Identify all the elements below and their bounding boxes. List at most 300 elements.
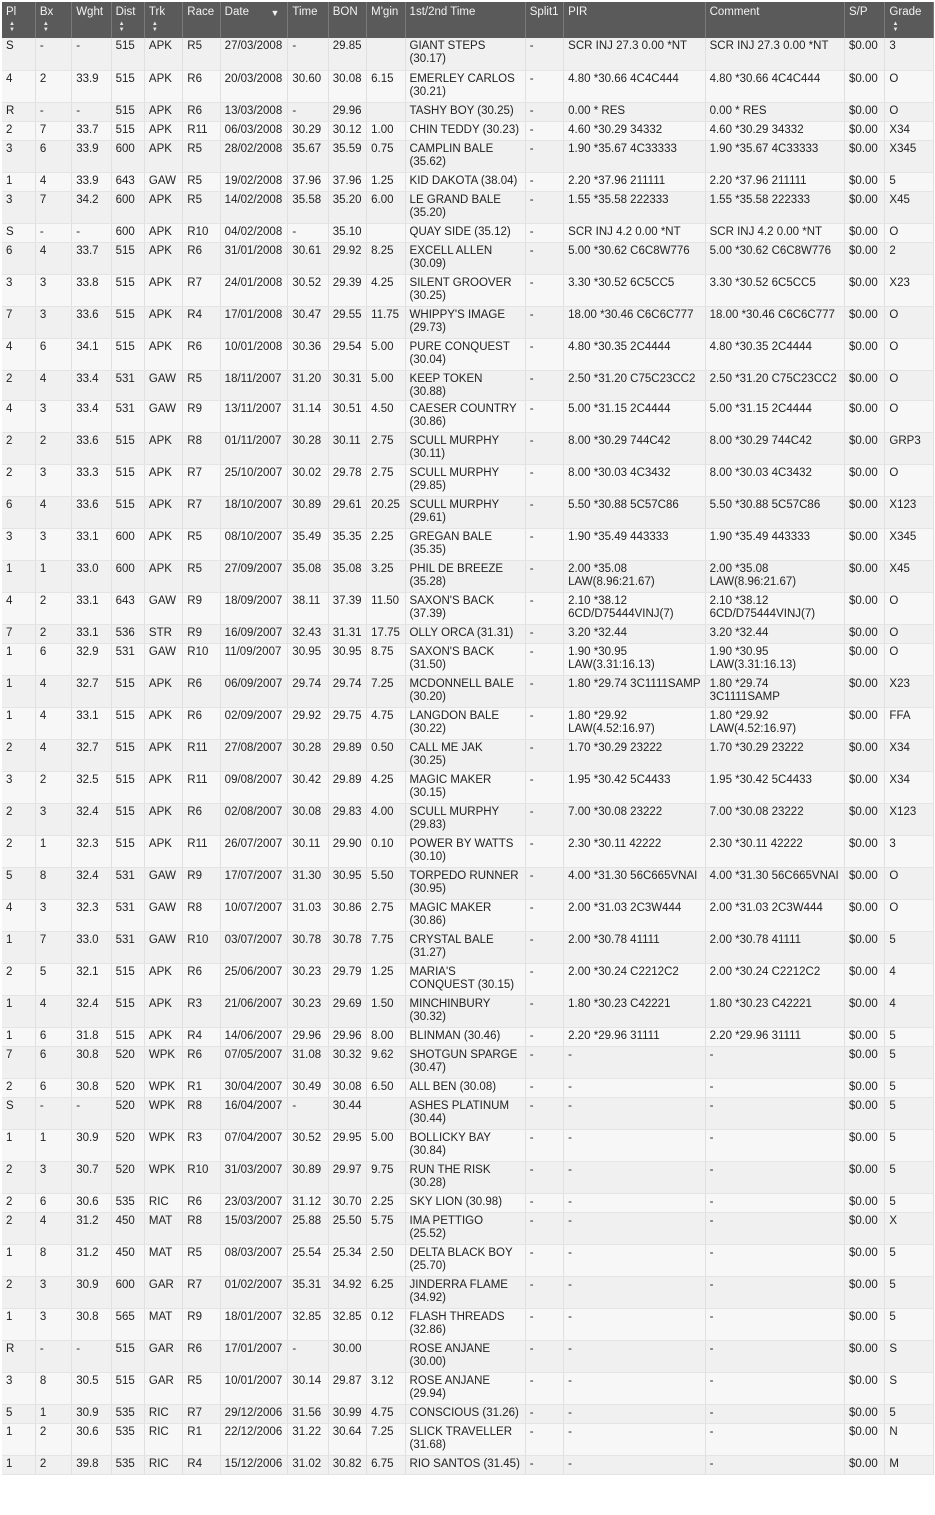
table-row[interactable] — [2, 963, 934, 995]
cell-grade: X45 — [885, 560, 934, 592]
cell-s-p: $0.00 — [845, 867, 885, 899]
cell-race: R5 — [183, 528, 220, 560]
table-row[interactable] — [2, 400, 934, 432]
table-row[interactable] — [2, 867, 934, 899]
table-row[interactable] — [2, 306, 934, 338]
cell-race: R7 — [183, 496, 220, 528]
cell-bon: 35.59 — [328, 140, 366, 172]
cell-m-gin: 0.10 — [367, 835, 405, 867]
table-row[interactable] — [2, 140, 934, 172]
cell-grade: O — [885, 464, 934, 496]
cell-time: 30.52 — [288, 274, 328, 306]
cell-1st-2nd-time: LANGDON BALE (30.22) — [405, 707, 525, 739]
cell-race: R7 — [183, 1276, 220, 1308]
table-row[interactable] — [2, 432, 934, 464]
cell-trk: APK — [144, 560, 182, 592]
cell-grade: O — [885, 400, 934, 432]
cell-comment: 1.90 *35.49 443333 — [705, 528, 844, 560]
cell-date: 23/03/2007 — [220, 1193, 288, 1212]
table-row[interactable] — [2, 592, 934, 624]
column-header-label: Pl — [6, 6, 17, 18]
table-row[interactable] — [2, 70, 934, 102]
cell-bx: 3 — [35, 1161, 71, 1193]
cell-dist: 515 — [111, 963, 144, 995]
cell-trk: WPK — [144, 1046, 182, 1078]
cell-dist: 643 — [111, 172, 144, 191]
cell-race: R7 — [183, 274, 220, 306]
column-header-label: Bx — [39, 6, 54, 18]
cell-wght: 32.1 — [72, 963, 111, 995]
cell-m-gin: 6.25 — [367, 1276, 405, 1308]
table-row[interactable] — [2, 121, 934, 140]
sort-icon[interactable]: ▲ ▼ — [892, 21, 899, 33]
cell-pl: 1 — [2, 675, 35, 707]
table-row[interactable] — [2, 1212, 934, 1244]
cell-split1: - — [525, 1308, 563, 1340]
cell-comment: 2.00 *31.03 2C3W444 — [705, 899, 844, 931]
cell-1st-2nd-time: JINDERRA FLAME (34.92) — [405, 1276, 525, 1308]
column-header-label: M'gin — [371, 6, 399, 18]
cell-s-p: $0.00 — [845, 102, 885, 121]
cell-pl: 3 — [2, 1372, 35, 1404]
cell-pir: 8.00 *30.29 744C42 — [564, 432, 705, 464]
cell-trk: MAT — [144, 1244, 182, 1276]
cell-trk: GAW — [144, 643, 182, 675]
cell-wght: 30.8 — [72, 1078, 111, 1097]
table-row[interactable] — [2, 1193, 934, 1212]
table-row[interactable] — [2, 1161, 934, 1193]
cell-bon: 29.74 — [328, 675, 366, 707]
cell-grade: FFA — [885, 707, 934, 739]
cell-bon: 29.75 — [328, 707, 366, 739]
cell-comment: - — [705, 1276, 844, 1308]
cell-wght: 32.9 — [72, 643, 111, 675]
cell-s-p: $0.00 — [845, 1455, 885, 1474]
sort-icon[interactable]: ▲ ▼ — [151, 21, 158, 33]
cell-trk: MAT — [144, 1308, 182, 1340]
cell-pir: 1.55 *35.58 222333 — [564, 191, 705, 223]
cell-bon: 25.34 — [328, 1244, 366, 1276]
cell-1st-2nd-time: QUAY SIDE (35.12) — [405, 223, 525, 242]
cell-s-p: $0.00 — [845, 592, 885, 624]
cell-dist: 520 — [111, 1161, 144, 1193]
cell-pl: 2 — [2, 1276, 35, 1308]
cell-trk: APK — [144, 140, 182, 172]
cell-date: 26/07/2007 — [220, 835, 288, 867]
table-row[interactable] — [2, 464, 934, 496]
cell-time: 35.49 — [288, 528, 328, 560]
cell-pl: 3 — [2, 191, 35, 223]
cell-pir: 3.30 *30.52 6C5CC5 — [564, 274, 705, 306]
cell-date: 15/12/2006 — [220, 1455, 288, 1474]
column-header-label: Time — [292, 6, 318, 18]
cell-split1: - — [525, 835, 563, 867]
cell-1st-2nd-time: TORPEDO RUNNER (30.95) — [405, 867, 525, 899]
column-header-date[interactable] — [220, 2, 288, 38]
cell-pir: - — [564, 1097, 705, 1129]
cell-dist: 600 — [111, 560, 144, 592]
cell-comment: 2.30 *30.11 42222 — [705, 835, 844, 867]
cell-grade: 5 — [885, 1308, 934, 1340]
cell-trk: GAW — [144, 400, 182, 432]
cell-race: R10 — [183, 1161, 220, 1193]
cell-trk: APK — [144, 432, 182, 464]
cell-bx: 7 — [35, 121, 71, 140]
cell-time: 30.28 — [288, 739, 328, 771]
cell-date: 15/03/2007 — [220, 1212, 288, 1244]
cell-split1: - — [525, 400, 563, 432]
cell-race: R9 — [183, 400, 220, 432]
cell-s-p: $0.00 — [845, 432, 885, 464]
cell-dist: 515 — [111, 102, 144, 121]
cell-s-p: $0.00 — [845, 1340, 885, 1372]
cell-wght: 30.8 — [72, 1308, 111, 1340]
table-row[interactable] — [2, 528, 934, 560]
cell-split1: - — [525, 528, 563, 560]
cell-1st-2nd-time: LE GRAND BALE (35.20) — [405, 191, 525, 223]
cell-grade: O — [885, 899, 934, 931]
table-row[interactable] — [2, 274, 934, 306]
cell-grade: O — [885, 643, 934, 675]
cell-bx: 6 — [35, 1193, 71, 1212]
cell-wght: 32.3 — [72, 899, 111, 931]
cell-date: 01/02/2007 — [220, 1276, 288, 1308]
column-header-bx[interactable] — [35, 2, 71, 38]
cell-m-gin: 4.00 — [367, 803, 405, 835]
table-row[interactable] — [2, 1244, 934, 1276]
cell-s-p: $0.00 — [845, 899, 885, 931]
cell-trk: WPK — [144, 1078, 182, 1097]
table-row[interactable] — [2, 931, 934, 963]
cell-wght: 31.2 — [72, 1212, 111, 1244]
column-header-label: BON — [332, 6, 358, 18]
table-row[interactable] — [2, 835, 934, 867]
cell-m-gin: 6.15 — [367, 70, 405, 102]
cell-bx: 2 — [35, 771, 71, 803]
cell-bx: 6 — [35, 1027, 71, 1046]
cell-date: 13/11/2007 — [220, 400, 288, 432]
column-header-dist[interactable] — [111, 2, 144, 38]
cell-wght: 33.0 — [72, 560, 111, 592]
cell-race: R3 — [183, 1129, 220, 1161]
table-row[interactable] — [2, 1455, 934, 1474]
cell-wght: 33.1 — [72, 707, 111, 739]
cell-race: R6 — [183, 675, 220, 707]
cell-date: 20/03/2008 — [220, 70, 288, 102]
cell-bx: 6 — [35, 1046, 71, 1078]
cell-split1: - — [525, 1423, 563, 1455]
cell-date: 18/01/2007 — [220, 1308, 288, 1340]
cell-date: 17/01/2008 — [220, 306, 288, 338]
table-row[interactable] — [2, 1404, 934, 1423]
cell-time: 30.23 — [288, 963, 328, 995]
cell-comment: - — [705, 1046, 844, 1078]
cell-time: 25.88 — [288, 1212, 328, 1244]
cell-dist: 520 — [111, 1078, 144, 1097]
cell-dist: 515 — [111, 739, 144, 771]
cell-time: 30.52 — [288, 1129, 328, 1161]
table-row[interactable] — [2, 643, 934, 675]
table-row[interactable] — [2, 707, 934, 739]
cell-grade: O — [885, 102, 934, 121]
table-row[interactable] — [2, 242, 934, 274]
cell-pl: 2 — [2, 1212, 35, 1244]
cell-bx: 3 — [35, 274, 71, 306]
cell-wght: 33.7 — [72, 121, 111, 140]
cell-bon: 29.92 — [328, 242, 366, 274]
cell-pir: - — [564, 1276, 705, 1308]
cell-split1: - — [525, 1404, 563, 1423]
cell-race: R3 — [183, 995, 220, 1027]
cell-comment: 4.60 *30.29 34332 — [705, 121, 844, 140]
table-row[interactable] — [2, 560, 934, 592]
cell-grade: X45 — [885, 191, 934, 223]
cell-1st-2nd-time: FLASH THREADS (32.86) — [405, 1308, 525, 1340]
table-row[interactable] — [2, 1027, 934, 1046]
cell-bon: 29.55 — [328, 306, 366, 338]
cell-wght: 30.9 — [72, 1276, 111, 1308]
cell-split1: - — [525, 963, 563, 995]
cell-trk: APK — [144, 528, 182, 560]
table-row[interactable] — [2, 1046, 934, 1078]
cell-s-p: $0.00 — [845, 739, 885, 771]
sort-icon[interactable]: ▲ ▼ — [42, 21, 49, 33]
cell-time: 35.31 — [288, 1276, 328, 1308]
cell-dist: 515 — [111, 306, 144, 338]
cell-bon: 29.87 — [328, 1372, 366, 1404]
cell-date: 21/06/2007 — [220, 995, 288, 1027]
cell-m-gin: 4.25 — [367, 771, 405, 803]
cell-wght: 32.7 — [72, 739, 111, 771]
column-header-label: Date — [224, 6, 249, 18]
cell-trk: APK — [144, 707, 182, 739]
table-row[interactable] — [2, 223, 934, 242]
table-row[interactable] — [2, 899, 934, 931]
cell-time: 37.96 — [288, 172, 328, 191]
cell-1st-2nd-time: SILENT GROOVER (30.25) — [405, 274, 525, 306]
column-header-trk[interactable] — [144, 2, 182, 38]
cell-bx: 7 — [35, 931, 71, 963]
cell-date: 27/09/2007 — [220, 560, 288, 592]
cell-pir: 4.80 *30.66 4C4C444 — [564, 70, 705, 102]
cell-pir: - — [564, 1129, 705, 1161]
table-row[interactable] — [2, 739, 934, 771]
cell-s-p: $0.00 — [845, 1244, 885, 1276]
table-row[interactable] — [2, 370, 934, 400]
cell-race: R4 — [183, 306, 220, 338]
cell-pir: 2.00 *30.78 41111 — [564, 931, 705, 963]
cell-dist: 515 — [111, 1027, 144, 1046]
dropdown-icon[interactable]: ▼ — [270, 8, 280, 18]
cell-bx: 4 — [35, 675, 71, 707]
cell-time: 35.58 — [288, 191, 328, 223]
cell-1st-2nd-time: BOLLICKY BAY (30.84) — [405, 1129, 525, 1161]
cell-date: 01/11/2007 — [220, 432, 288, 464]
cell-dist: 515 — [111, 1372, 144, 1404]
cell-dist: 515 — [111, 432, 144, 464]
cell-grade: O — [885, 223, 934, 242]
cell-1st-2nd-time: CAESER COUNTRY (30.86) — [405, 400, 525, 432]
cell-s-p: $0.00 — [845, 70, 885, 102]
cell-bon: 31.31 — [328, 624, 366, 643]
column-header-comment[interactable] — [705, 2, 844, 38]
cell-dist: 531 — [111, 899, 144, 931]
table-row[interactable] — [2, 1078, 934, 1097]
column-header-s-p[interactable] — [845, 2, 885, 38]
cell-m-gin: 2.75 — [367, 464, 405, 496]
cell-comment: 2.00 *30.24 C2212C2 — [705, 963, 844, 995]
cell-bon: 30.00 — [328, 1340, 366, 1372]
column-header-split1[interactable] — [525, 2, 563, 38]
cell-m-gin: 3.25 — [367, 560, 405, 592]
cell-date: 06/09/2007 — [220, 675, 288, 707]
cell-wght: 33.6 — [72, 432, 111, 464]
cell-date: 25/06/2007 — [220, 963, 288, 995]
cell-comment: 7.00 *30.08 23222 — [705, 803, 844, 835]
table-row[interactable] — [2, 338, 934, 370]
cell-bon: 34.92 — [328, 1276, 366, 1308]
table-row[interactable] — [2, 38, 934, 70]
cell-1st-2nd-time: ALL BEN (30.08) — [405, 1078, 525, 1097]
cell-bon: 30.31 — [328, 370, 366, 400]
cell-1st-2nd-time: SAXON'S BACK (31.50) — [405, 643, 525, 675]
cell-bx: 3 — [35, 803, 71, 835]
cell-time: 31.30 — [288, 867, 328, 899]
cell-time: 32.85 — [288, 1308, 328, 1340]
cell-s-p: $0.00 — [845, 1276, 885, 1308]
cell-s-p: $0.00 — [845, 1027, 885, 1046]
table-row[interactable] — [2, 191, 934, 223]
cell-grade: 3 — [885, 835, 934, 867]
column-header-wght[interactable] — [72, 2, 111, 38]
cell-bx: 6 — [35, 140, 71, 172]
column-header-grade[interactable] — [885, 2, 934, 38]
table-row[interactable] — [2, 102, 934, 121]
cell-time: 30.23 — [288, 995, 328, 1027]
cell-date: 18/10/2007 — [220, 496, 288, 528]
table-row[interactable] — [2, 995, 934, 1027]
cell-pir: 1.90 *35.67 4C33333 — [564, 140, 705, 172]
column-header-bon[interactable] — [328, 2, 366, 38]
cell-bon: 30.32 — [328, 1046, 366, 1078]
cell-grade: 5 — [885, 1078, 934, 1097]
table-row[interactable] — [2, 675, 934, 707]
cell-split1: - — [525, 1372, 563, 1404]
cell-date: 16/04/2007 — [220, 1097, 288, 1129]
cell-race: R10 — [183, 643, 220, 675]
sort-icon[interactable]: ▲ ▼ — [118, 21, 125, 33]
cell-wght: 31.2 — [72, 1244, 111, 1276]
cell-s-p: $0.00 — [845, 191, 885, 223]
cell-bx: 2 — [35, 432, 71, 464]
column-header-pl[interactable] — [2, 2, 35, 38]
cell-race: R11 — [183, 121, 220, 140]
cell-split1: - — [525, 1129, 563, 1161]
table-row[interactable] — [2, 1308, 934, 1340]
cell-m-gin: 4.25 — [367, 274, 405, 306]
cell-grade: 5 — [885, 931, 934, 963]
cell-1st-2nd-time: EMERLEY CARLOS (30.21) — [405, 70, 525, 102]
cell-split1: - — [525, 867, 563, 899]
cell-bx: 2 — [35, 70, 71, 102]
cell-date: 02/09/2007 — [220, 707, 288, 739]
cell-m-gin: 6.00 — [367, 191, 405, 223]
cell-m-gin: 5.00 — [367, 370, 405, 400]
cell-split1: - — [525, 675, 563, 707]
cell-grade: S — [885, 1340, 934, 1372]
table-row[interactable] — [2, 803, 934, 835]
cell-bx: 6 — [35, 643, 71, 675]
table-row[interactable] — [2, 172, 934, 191]
cell-pl: 4 — [2, 592, 35, 624]
cell-date: 07/04/2007 — [220, 1129, 288, 1161]
cell-s-p: $0.00 — [845, 496, 885, 528]
table-row[interactable] — [2, 496, 934, 528]
cell-grade: 5 — [885, 1276, 934, 1308]
cell-1st-2nd-time: SCULL MURPHY (29.83) — [405, 803, 525, 835]
cell-s-p: $0.00 — [845, 835, 885, 867]
cell-1st-2nd-time: SLICK TRAVELLER (31.68) — [405, 1423, 525, 1455]
cell-m-gin: 1.00 — [367, 121, 405, 140]
column-header-m-gin[interactable] — [367, 2, 405, 38]
table-row[interactable] — [2, 1423, 934, 1455]
cell-comment: 2.00 *35.08 LAW(8.96:21.67) — [705, 560, 844, 592]
cell-bx: - — [35, 1340, 71, 1372]
table-row[interactable] — [2, 1372, 934, 1404]
cell-pl: 3 — [2, 528, 35, 560]
column-header-time[interactable] — [288, 2, 328, 38]
cell-grade: GRP3 — [885, 432, 934, 464]
cell-pl: 2 — [2, 1078, 35, 1097]
cell-pl: 4 — [2, 899, 35, 931]
table-row[interactable] — [2, 624, 934, 643]
column-header-pir[interactable] — [564, 2, 705, 38]
table-row[interactable] — [2, 1097, 934, 1129]
cell-time: 32.43 — [288, 624, 328, 643]
cell-pl: 2 — [2, 121, 35, 140]
cell-grade: 3 — [885, 38, 934, 70]
cell-dist: 535 — [111, 1193, 144, 1212]
cell-dist: 515 — [111, 38, 144, 70]
cell-pir: 1.80 *30.23 C42221 — [564, 995, 705, 1027]
column-header-race[interactable] — [183, 2, 220, 38]
cell-pl: 4 — [2, 400, 35, 432]
cell-bon: 30.08 — [328, 70, 366, 102]
cell-time: 35.67 — [288, 140, 328, 172]
cell-split1: - — [525, 1161, 563, 1193]
cell-1st-2nd-time: SCULL MURPHY (30.11) — [405, 432, 525, 464]
cell-bx: 8 — [35, 1244, 71, 1276]
table-row[interactable] — [2, 1340, 934, 1372]
cell-pl: S — [2, 38, 35, 70]
cell-s-p: $0.00 — [845, 1212, 885, 1244]
cell-m-gin: 11.50 — [367, 592, 405, 624]
table-row[interactable] — [2, 1129, 934, 1161]
sort-icon[interactable]: ▲ ▼ — [9, 21, 15, 33]
cell-time: 30.78 — [288, 931, 328, 963]
cell-comment: 1.80 *30.23 C42221 — [705, 995, 844, 1027]
cell-split1: - — [525, 1078, 563, 1097]
cell-s-p: $0.00 — [845, 464, 885, 496]
column-header-1st-2nd-time[interactable] — [405, 2, 525, 38]
cell-time: 30.11 — [288, 835, 328, 867]
table-row[interactable] — [2, 1276, 934, 1308]
cell-trk: APK — [144, 675, 182, 707]
cell-grade: 4 — [885, 963, 934, 995]
table-row[interactable] — [2, 771, 934, 803]
cell-pl: R — [2, 102, 35, 121]
cell-split1: - — [525, 191, 563, 223]
